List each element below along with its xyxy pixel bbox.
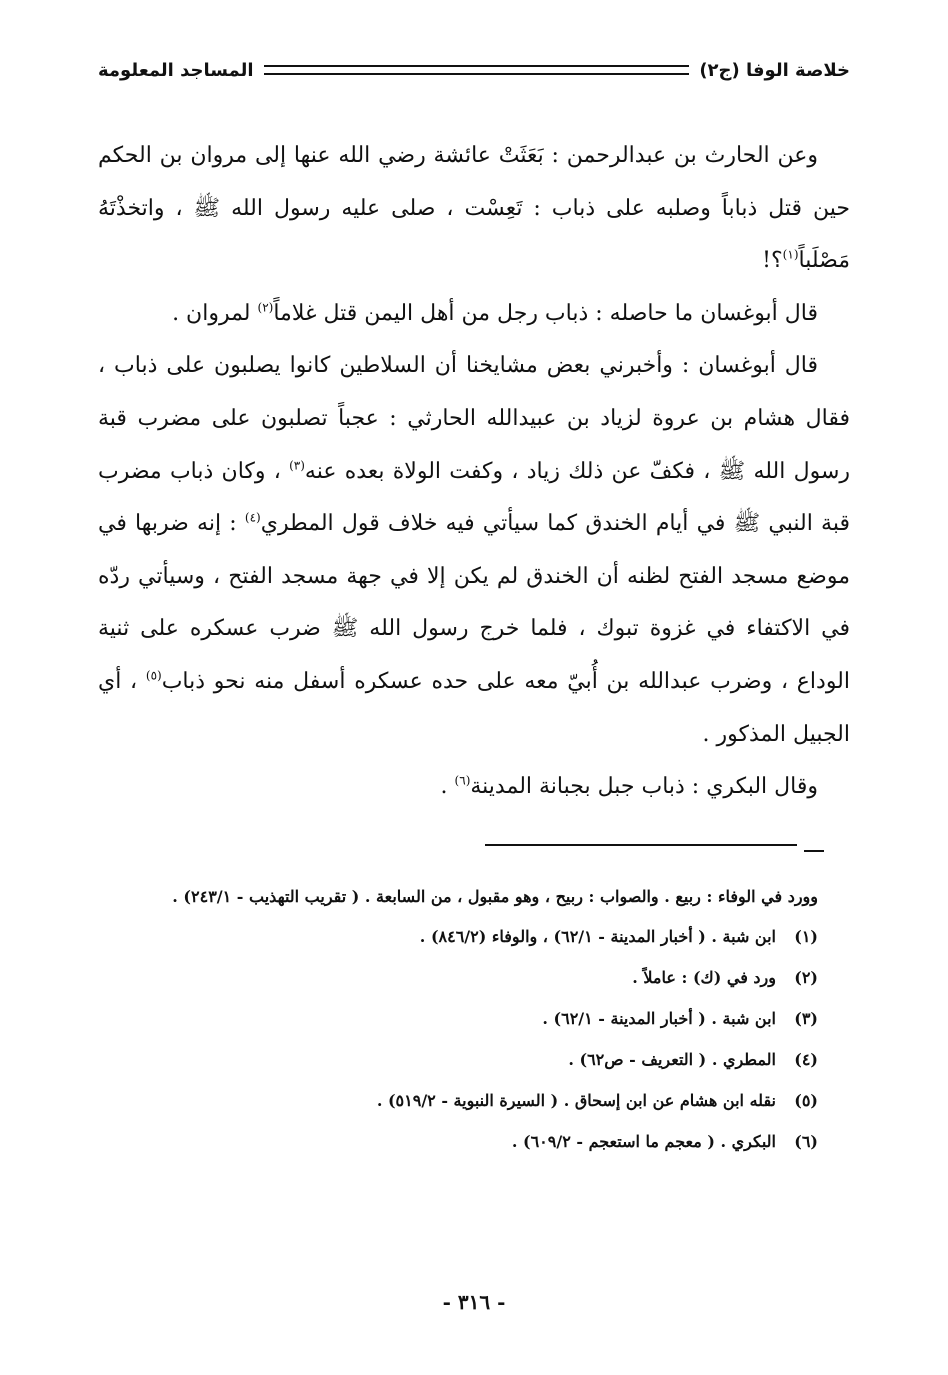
footnote-text: نقله ابن هشام عن ابن إسحاق . ( السيرة النبوية - ٥١٩/٢) . [376,1091,776,1110]
footnote-ref-1: (١) [782,247,799,262]
footnote-number: (٥) [794,1091,818,1110]
footnote-4 [98,1039,818,1080]
paragraph-4-end: . [440,774,455,800]
footnote-1 [98,916,818,957]
footnote-ref-5: (٥) [145,668,162,683]
footnote-text: ابن شبة . ( أخبار المدينة - ٦٢/١) . [542,1009,776,1028]
running-header [98,52,850,88]
footnote-ref-4: (٤) [244,510,261,525]
paragraph-3 [98,340,850,761]
footnote-number: (٣) [794,1009,818,1028]
paragraph-3-text-c: : إنه ضربها في موضع مسجد الفتح لظنه أن الخندق لم يكن إلا في جهة مسجد الفتح ، وسيأتي ردّه في الاكتفاء في غزوة تبوك ، فلما خرج رسول الله ﷺ ضرب عسكره على ثنية الوداع ، وضرب عبدالله بن أُبيّ معه على حده عسكره أسفل منه نحو ذباب [98,511,851,694]
footnote-text: ابن شبة . ( أخبار المدينة - ٦٢/١) ، والوفاء (٨٤٦/٢) . [419,927,776,946]
paragraph-2-end: لمروان . [172,300,258,326]
footnote-number: (٦) [794,1132,818,1151]
paragraph-1 [98,130,850,288]
footnote-ref-2: (٢) [257,300,274,315]
footnote-separator-dash [804,850,824,852]
footnote-6 [98,1121,818,1162]
main-text [98,130,850,814]
footnote-2 [98,957,818,998]
footnotes [98,878,818,1162]
paragraph-3-end: ، أي الجبيل المذكور . [98,668,850,747]
paragraph-2-text: قال أبوغسان ما حاصله : ذباب رجل من أهل اليمن قتل غلاماً [273,300,818,326]
chapter-title: المساجد المعلومة [98,59,254,81]
footnote-number: (٤) [794,1050,818,1069]
footnote-text: ورد في (ك) : عاملاً . [632,968,776,987]
footnote-ref-6: (٦) [454,773,471,788]
footnote-text: البكري . ( معجم ما استعجم - ٦٠٩/٢) . [511,1132,776,1151]
paragraph-2 [98,288,850,341]
footnote-number: (٢) [794,968,818,987]
page-number: - ٣١٦ - [442,1290,506,1314]
footnote-continued: وورد في الوفاء : ربيع . والصواب : ربيح ، وهو مقبول ، من السابعة . ( تقريب التهذيب - ٢٤٣/١) . [172,887,818,906]
footnote-number: (١) [794,927,818,946]
footnote-3 [98,998,818,1039]
paragraph-4-text: وقال البكري : ذباب جبل بجبانة المدينة [470,774,818,800]
header-rule [264,65,690,75]
paragraph-1-end: ؟! [762,248,783,274]
paragraph-1-text: وعن الحارث بن عبدالرحمن : بَعَثَتْ عائشة رضي الله عنها إلى مروان بن الحكم حين قتل ذباباً وصلبه على ذباب : تَعِسْت ، صلى عليه رسول الله ﷺ ، واتخذْتَهُ مَصْلَباً [98,143,850,274]
footnote-text: المطري . ( التعريف - ص٦٢) . [568,1050,776,1069]
footnote-separator [485,844,797,846]
footnote-5 [98,1080,818,1121]
paragraph-4 [98,761,850,814]
paragraph-3-text-b: ، وكان ذباب مضرب قبة النبي ﷺ في أيام الخندق كما سيأتي فيه خلاف قول المطري [98,458,850,537]
footnote-ref-3: (٣) [289,458,305,473]
book-title: خلاصة الوفا (ج٢) [699,59,850,81]
paragraph-3-text-a: قال أبوغسان : وأخبرني بعض مشايخنا أن السلاطين كانوا يصلبون على ذباب ، فقال هشام بن عروة لزياد بن عبيدالله الحارثي : عجباً تصلبون على مضرب قبة رسول الله ﷺ ، فكفّ عن ذلك زياد ، وكفت الولاة بعده عنه [98,353,850,484]
